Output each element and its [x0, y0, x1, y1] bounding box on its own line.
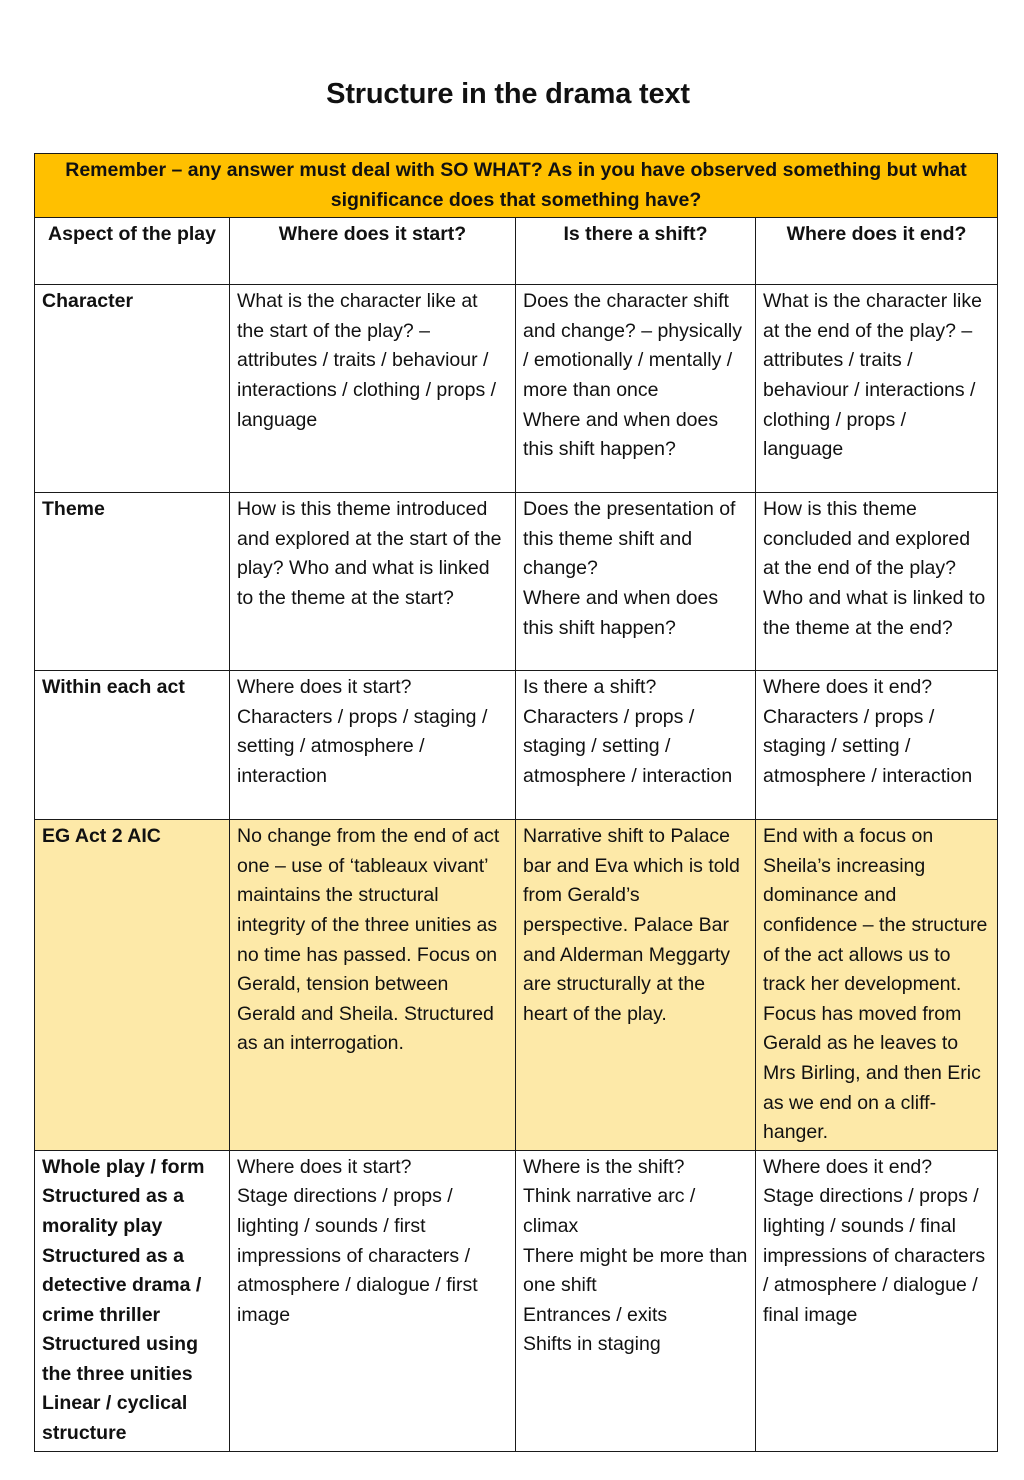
- aspect-cell: [35, 285, 230, 493]
- column-header-aspect: Aspect of the play: [35, 218, 230, 285]
- page-title: Structure in the drama text: [326, 78, 690, 110]
- aspect-text: Whole play / form: [42, 1155, 205, 1178]
- start-text: No change from the end of act one – use of ‘tableaux vivant’ maintains the structural integrity of the three unities as no time has passed. Focus on Gerald, tension between Gerald and Sheila. Structured as an interrogation.: [237, 825, 500, 1055]
- shift-cell: [516, 1150, 756, 1451]
- column-header-end: Where does it end?: [756, 218, 998, 285]
- shift-text: Where and when does this shift happen?: [523, 586, 719, 639]
- end-text: How is this theme concluded and explored at the end of the play? Who and what is linked to the theme at the end?: [763, 498, 986, 639]
- start-cell: [230, 285, 516, 493]
- aspect-cell: [35, 493, 230, 671]
- aspect-cell: [35, 1150, 230, 1451]
- end-cell: [756, 493, 998, 671]
- end-cell: [756, 285, 998, 493]
- end-text: End with a focus on Sheila’s increasing dominance and confidence – the structure of the act allows us to track her development. Focus has moved from Gerald as he leaves to Mrs Birling, and then Eric as we end on a cliff-hanger.: [763, 825, 988, 1144]
- shift-text: Does the character shift and change? – physically / emotionally / mentally / more than once: [523, 290, 742, 401]
- shift-cell: [516, 671, 756, 820]
- start-text: Characters / props / staging / setting / atmosphere / interaction: [237, 705, 488, 787]
- banner-row: [35, 154, 998, 218]
- shift-text: Entrances / exits: [523, 1303, 668, 1326]
- shift-text: Does the presentation of this theme shift and change?: [523, 498, 736, 580]
- end-cell: [756, 1150, 998, 1451]
- aspect-text: Structured using the three unities: [42, 1333, 199, 1385]
- shift-cell: [516, 820, 756, 1151]
- aspect-text: Theme: [42, 498, 105, 521]
- start-text: What is the character like at the start of the play? – attributes / traits / behaviour / interactions / clothing / props / language: [237, 290, 497, 431]
- column-header-shift: Is there a shift?: [516, 218, 756, 285]
- aspect-text: Character: [42, 290, 134, 313]
- aspect-cell: [35, 820, 230, 1151]
- shift-text: Characters / props / staging / setting / atmosphere / interaction: [523, 705, 733, 787]
- end-text: What is the character like at the end of the play? – attributes / traits / behaviour / interactions / clothing / props / language: [763, 290, 982, 461]
- shift-cell: [516, 493, 756, 671]
- start-text: Where does it start?: [237, 1155, 412, 1178]
- start-cell: [230, 1150, 516, 1451]
- shift-text: There might be more than one shift: [523, 1244, 748, 1297]
- start-text: Where does it start?: [237, 676, 412, 699]
- shift-text: Narrative shift to Palace bar and Eva which is told from Gerald’s perspective. Palace Bar and Alderman Meggarty are structurally at the heart of the play.: [523, 825, 740, 1025]
- table-row: [35, 493, 998, 671]
- shift-text: Shifts in staging: [523, 1333, 661, 1356]
- start-cell: [230, 820, 516, 1151]
- end-text: Where does it end?: [763, 1155, 933, 1178]
- aspect-text: Structured as a morality play: [42, 1185, 184, 1237]
- end-text: Stage directions / props / lighting / sounds / final impressions of characters / atmosphere / dialogue / final image: [763, 1185, 986, 1326]
- start-text: Stage directions / props / lighting / sounds / first impressions of characters / atmosphere / dialogue / first image: [237, 1185, 478, 1326]
- aspect-text: Within each act: [42, 676, 185, 699]
- table-row-example: [35, 820, 998, 1151]
- end-cell: [756, 671, 998, 820]
- shift-text: Think narrative arc / climax: [523, 1185, 696, 1237]
- start-cell: [230, 493, 516, 671]
- so-what-reminder: Remember – any answer must deal with SO WHAT? As in you have observed something but what significance does that something have?: [35, 154, 998, 218]
- end-text: Characters / props / staging / setting / atmosphere / interaction: [763, 705, 973, 787]
- aspect-text: EG Act 2 AIC: [42, 825, 161, 848]
- table-row: [35, 1150, 998, 1451]
- header-row: [35, 218, 998, 285]
- aspect-text: Linear / cyclical structure: [42, 1392, 188, 1445]
- start-text: How is this theme introduced and explored at the start of the play? Who and what is linked to the theme at the start?: [237, 498, 502, 609]
- shift-text: Is there a shift?: [523, 676, 657, 699]
- end-cell: [756, 820, 998, 1151]
- aspect-text: Structured as a detective drama / crime thriller: [42, 1244, 202, 1326]
- shift-text: Where is the shift?: [523, 1155, 685, 1178]
- structure-table: [34, 153, 998, 1452]
- start-cell: [230, 671, 516, 820]
- end-text: Where does it end?: [763, 676, 933, 699]
- shift-cell: [516, 285, 756, 493]
- table-row: [35, 671, 998, 820]
- shift-text: Where and when does this shift happen?: [523, 408, 719, 461]
- aspect-cell: [35, 671, 230, 820]
- table-row: [35, 285, 998, 493]
- column-header-start: Where does it start?: [230, 218, 516, 285]
